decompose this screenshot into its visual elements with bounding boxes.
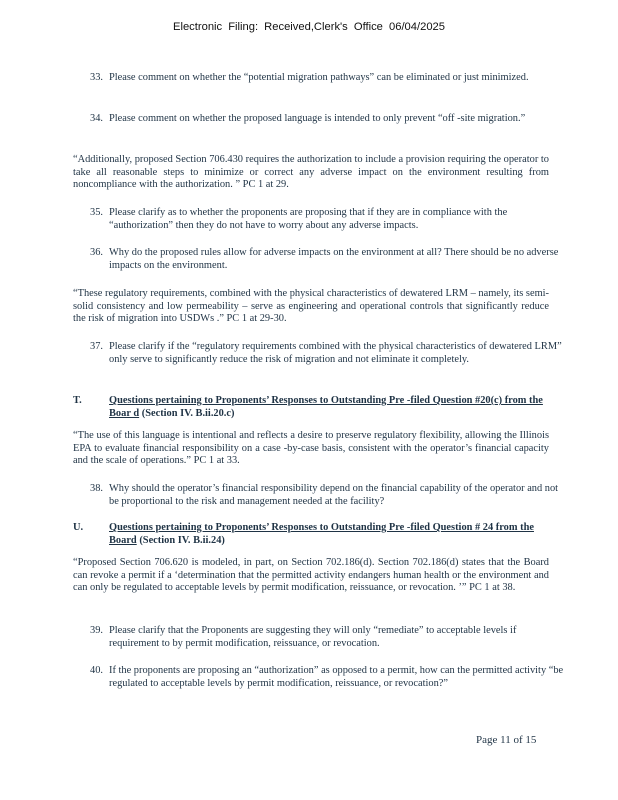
section-heading-T (73, 395, 553, 420)
filing-stamp-header: Electronic Filing: Received,Clerk's Office 06/04/2025 (173, 21, 445, 33)
question-text: Please clarify that the Proponents are suggesting they will only “remediate” to acceptable levels if requirement to by permit modification, reissuance, or revocation. (109, 625, 517, 649)
question-39 (90, 625, 569, 650)
question-text: Please comment on whether the “potential migration pathways” can be eliminated or just minimized. (109, 72, 529, 83)
question-number: 40. (90, 665, 103, 676)
section-title: Questions pertaining to Proponents’ Responses to Outstanding Pre -filed Question # 24 from the Board (109, 522, 534, 546)
question-36 (90, 247, 569, 272)
question-number: 35. (90, 207, 103, 218)
question-text: Please clarify as to whether the proponents are proposing that if they are in compliance with the “authorization” then they do not have to worry about any adverse impacts. (109, 207, 508, 231)
question-number: 39. (90, 625, 103, 636)
section-letter: U. (73, 522, 84, 533)
section-reference: (Section IV. B.ii.20.c) (141, 407, 235, 419)
section-heading-U (73, 522, 553, 547)
quote-paragraph-3: “The use of this language is intentional and reflects a desire to preserve regulatory flexibility, allowing the Illinois EPA to evaluate financial responsibility on a case -by-case basis, consistent with the operator’s financial capacity and the scale of operations.” PC 1 at 33. (73, 430, 549, 467)
question-text: Why should the operator’s financial responsibility depend on the financial capability of the operator and not be proportional to the risk and management needed at the facility? (109, 483, 559, 507)
question-number: 37. (90, 341, 103, 352)
question-text: If the proponents are proposing an “authorization” as opposed to a permit, how can the permitted activity “be regulated to acceptable levels by permit modification, reissuance, or revocation?” (109, 665, 564, 689)
section-reference: (Section IV. B.ii.24) (139, 534, 225, 546)
quote-paragraph-2: “These regulatory requirements, combined with the physical characteristics of dewatered LRM – namely, its semi-solid consistency and low permeability – serve as engineering and operational controls that significantly reduce the risk of migration into USDWs .” PC 1 at 29-30. (73, 288, 549, 325)
question-text: Please clarify if the “regulatory requirements combined with the physical characteristics of dewatered LRM” only serve to significantly reduce the risk of migration and not eliminate it completely. (109, 341, 562, 365)
question-text: Please comment on whether the proposed language is intended to only prevent “off -site migration.” (109, 113, 526, 124)
section-title: Questions pertaining to Proponents’ Responses to Outstanding Pre -filed Question #20(c) from the Boar d (109, 395, 543, 419)
question-34 (90, 113, 569, 126)
quote-paragraph-4: “Proposed Section 706.620 is modeled, in part, on Section 702.186(d). Section 702.186(d) states that the Board can revoke a permit if a ‘determination that the permitted activity endangers human health or the environment and can only be regulated to acceptable levels by permit modification, reissuance, or revocation. ’” PC 1 at 38. (73, 557, 549, 594)
quote-paragraph-1: “Additionally, proposed Section 706.430 requires the authorization to include a provision requiring the operator to take all reasonable steps to minimize or correct any adverse impact on the environment resulting from noncompliance with the authorization. ” PC 1 at 29. (73, 154, 549, 191)
page-number: Page 11 of 15 (476, 734, 537, 746)
question-number: 34. (90, 113, 103, 124)
question-40 (90, 665, 569, 690)
question-number: 33. (90, 72, 103, 83)
question-35 (90, 207, 569, 232)
question-38 (90, 483, 569, 508)
question-text: Why do the proposed rules allow for adverse impacts on the environment at all? There should be no adverse impacts on the environment. (109, 247, 559, 271)
question-number: 38. (90, 483, 103, 494)
section-letter: T. (73, 395, 82, 406)
question-33 (90, 72, 569, 85)
question-37 (90, 341, 569, 366)
question-number: 36. (90, 247, 103, 258)
